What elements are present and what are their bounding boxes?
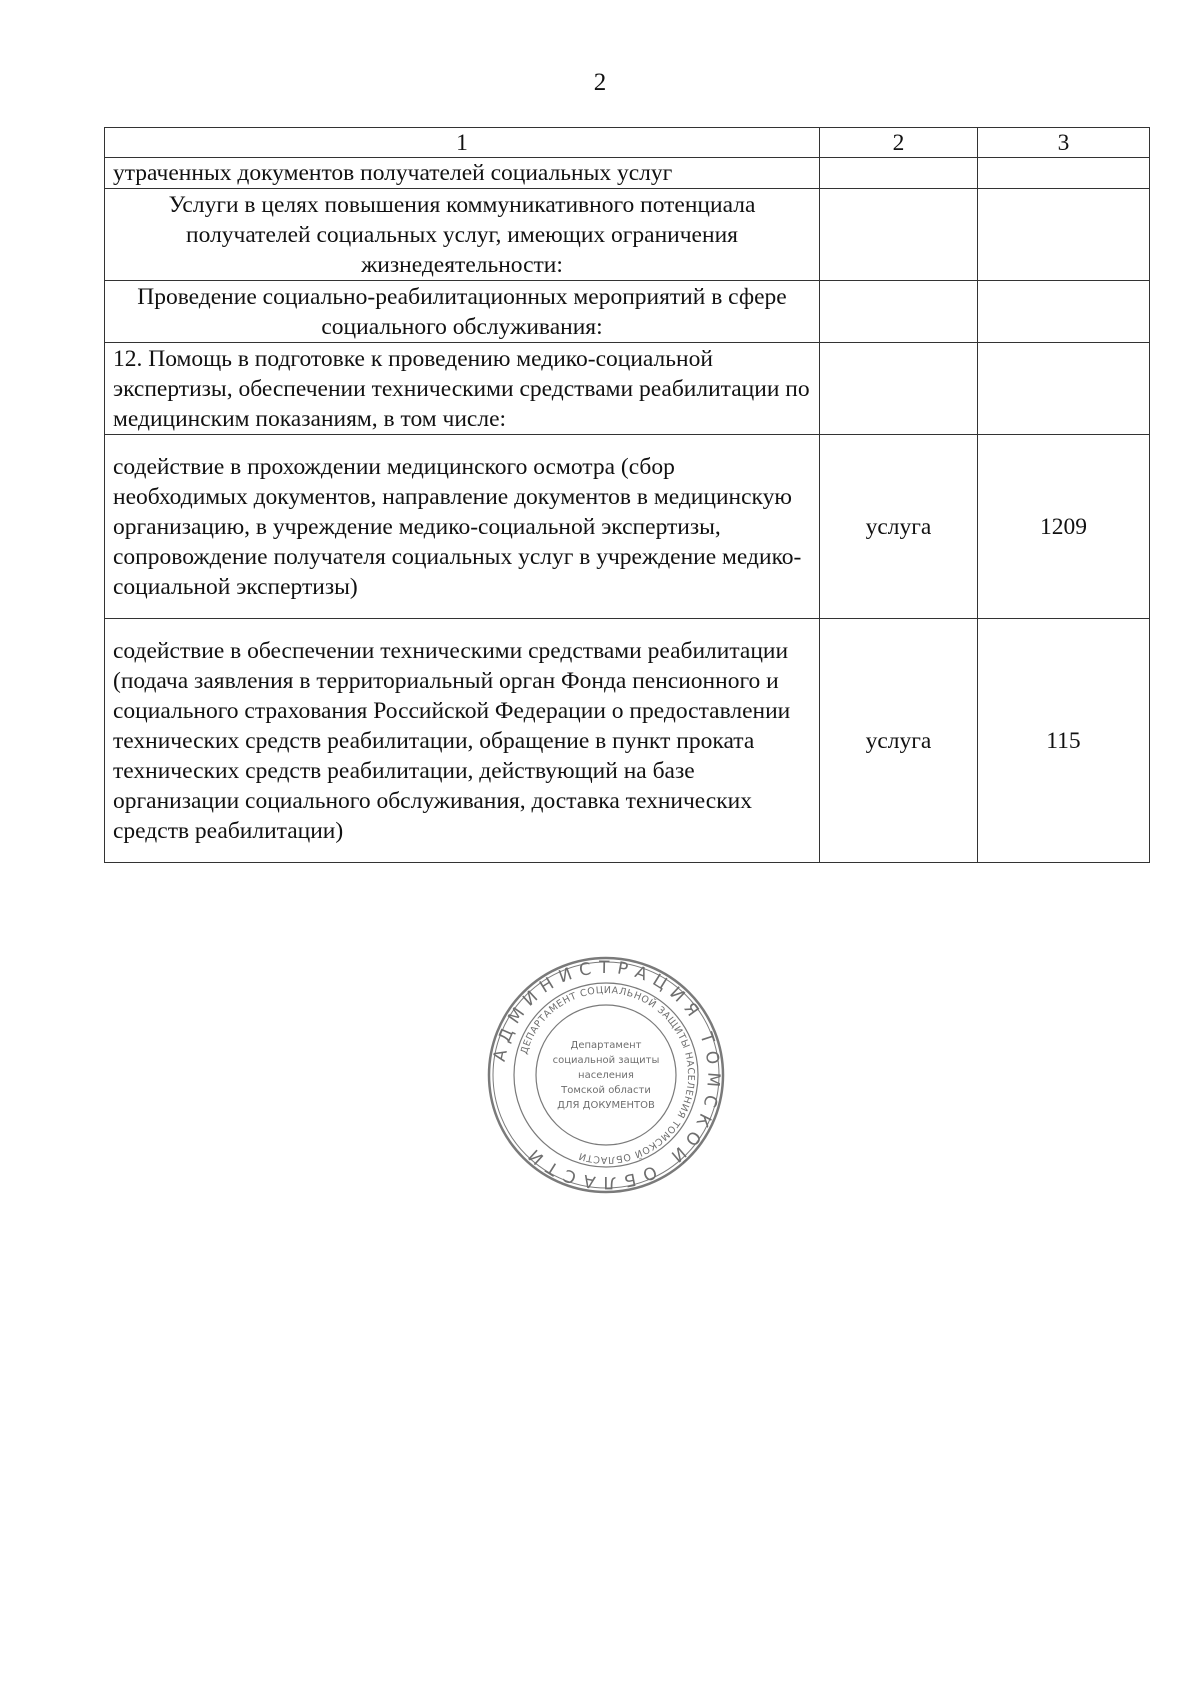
table-row <box>105 619 1150 863</box>
table-header-row <box>105 128 1150 158</box>
table-row <box>105 189 1150 281</box>
row-text: Проведение социально-реабилитационных мероприятий в сфере социального обслуживания: <box>105 281 820 343</box>
table-row <box>105 435 1150 619</box>
column-header-3: 3 <box>978 128 1150 158</box>
official-stamp <box>484 953 728 1197</box>
table-row <box>105 158 1150 189</box>
column-header-2: 2 <box>820 128 978 158</box>
row-text: 12. Помощь в подготовке к проведению медико-социальной экспертизы, обеспечении техническими средствами реабилитации по медицинским показаниям, в том числе: <box>105 343 820 435</box>
row-value: 1209 <box>978 435 1150 619</box>
row-unit: услуга <box>820 619 978 863</box>
row-unit: услуга <box>820 435 978 619</box>
row-value: 115 <box>978 619 1150 863</box>
row-unit <box>820 343 978 435</box>
row-text: содействие в прохождении медицинского осмотра (сбор необходимых документов, направление документов в медицинскую организацию, в учреждение медико-социальной экспертизы, сопровождение получателя социальных услуг в учреждение медико-социальной экспертизы) <box>105 435 820 619</box>
row-text: содействие в обеспечении техническими средствами реабилитации (подача заявления в территориальный орган Фонда пенсионного и социального страхования Российской Федерации о предоставлении технических средств реабилитации, обращение в пункт проката технических средств реабилитации, действующий на базе организации социального обслуживания, доставка технических средств реабилитации) <box>105 619 820 863</box>
column-header-1: 1 <box>105 128 820 158</box>
row-value <box>978 281 1150 343</box>
stamp-center-line: Департамент <box>570 1040 642 1051</box>
row-unit <box>820 281 978 343</box>
services-table <box>104 127 1150 863</box>
table-row <box>105 281 1150 343</box>
row-value <box>978 343 1150 435</box>
row-text: утраченных документов получателей социальных услуг <box>105 158 820 189</box>
table-row <box>105 343 1150 435</box>
row-value <box>978 189 1150 281</box>
row-value <box>978 158 1150 189</box>
stamp-center-line: социальной защиты <box>552 1055 660 1066</box>
stamp-center-line: Томской области <box>561 1085 651 1096</box>
row-text: Услуги в целях повышения коммуникативного потенциала получателей социальных услуг, имеющих ограничения жизнедеятельности: <box>105 189 820 281</box>
stamp-center-line: населения <box>578 1070 634 1081</box>
stamp-outer-text: АДМИНИСТРАЦИЯ ТОМСКОЙ ОБЛАСТИ <box>489 957 724 1193</box>
row-unit <box>820 189 978 281</box>
page-number: 2 <box>593 69 607 96</box>
stamp-center-line: ДЛЯ ДОКУМЕНТОВ <box>557 1100 655 1111</box>
stamp-middle-text: ДЕПАРТАМЕНТ СОЦИАЛЬНОЙ ЗАЩИТЫ НАСЕЛЕНИЯ ТОМСКОЙ ОБЛАСТИ <box>518 984 697 1166</box>
row-unit <box>820 158 978 189</box>
